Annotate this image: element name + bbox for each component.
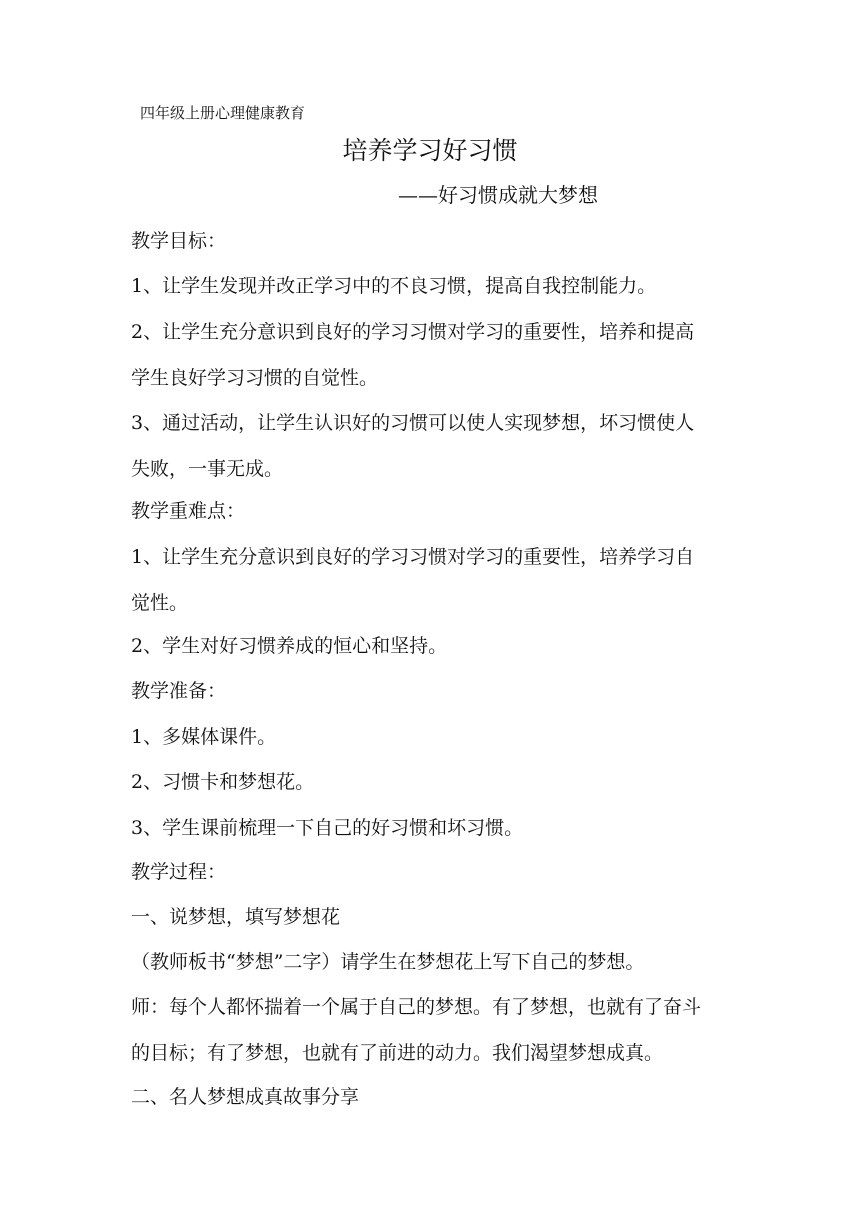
paragraph-line: 师：每个人都怀揣着一个属于自己的梦想。有了梦想，也就有了奋斗	[131, 996, 702, 1018]
paragraph-line: 学生良好学习习惯的自觉性。	[131, 367, 379, 389]
paragraph-line: 2、学生对好习惯养成的恒心和坚持。	[131, 635, 448, 657]
paragraph-line: 失败，一事无成。	[131, 458, 284, 480]
paragraph-line: 觉性。	[131, 592, 189, 614]
paragraph-line: 1、让学生发现并改正学习中的不良习惯，提高自我控制能力。	[131, 275, 657, 297]
section-heading-key-points: 教学重难点：	[131, 500, 246, 522]
section-heading-preparation: 教学准备：	[131, 680, 227, 702]
document-title: 培养学习好习惯	[342, 136, 518, 165]
subsection-heading: 二、名人梦想成真故事分享	[131, 1086, 360, 1108]
paragraph-line: （教师板书“梦想”二字）请学生在梦想花上写下自己的梦想。	[131, 951, 645, 973]
paragraph-line: 的目标；有了梦想，也就有了前进的动力。我们渴望梦想成真。	[131, 1042, 664, 1064]
subsection-heading: 一、说梦想，填写梦想花	[131, 906, 341, 928]
section-heading-process: 教学过程：	[131, 861, 227, 883]
paragraph-line: 1、多媒体课件。	[131, 726, 277, 748]
section-heading-objectives: 教学目标：	[131, 230, 227, 252]
course-header: 四年级上册心理健康教育	[140, 104, 306, 122]
paragraph-line: 3、学生课前梳理一下自己的好习惯和坏习惯。	[131, 817, 524, 839]
paragraph-line: 1、让学生充分意识到良好的学习习惯对学习的重要性，培养学习自	[131, 546, 695, 568]
paragraph-line: 2、习惯卡和梦想花。	[131, 771, 315, 793]
paragraph-line: 3、通过活动，让学生认识好的习惯可以使人实现梦想，坏习惯使人	[131, 412, 695, 434]
document-subtitle: ——好习惯成就大梦想	[398, 183, 598, 207]
paragraph-line: 2、让学生充分意识到良好的学习习惯对学习的重要性，培养和提高	[131, 321, 695, 343]
